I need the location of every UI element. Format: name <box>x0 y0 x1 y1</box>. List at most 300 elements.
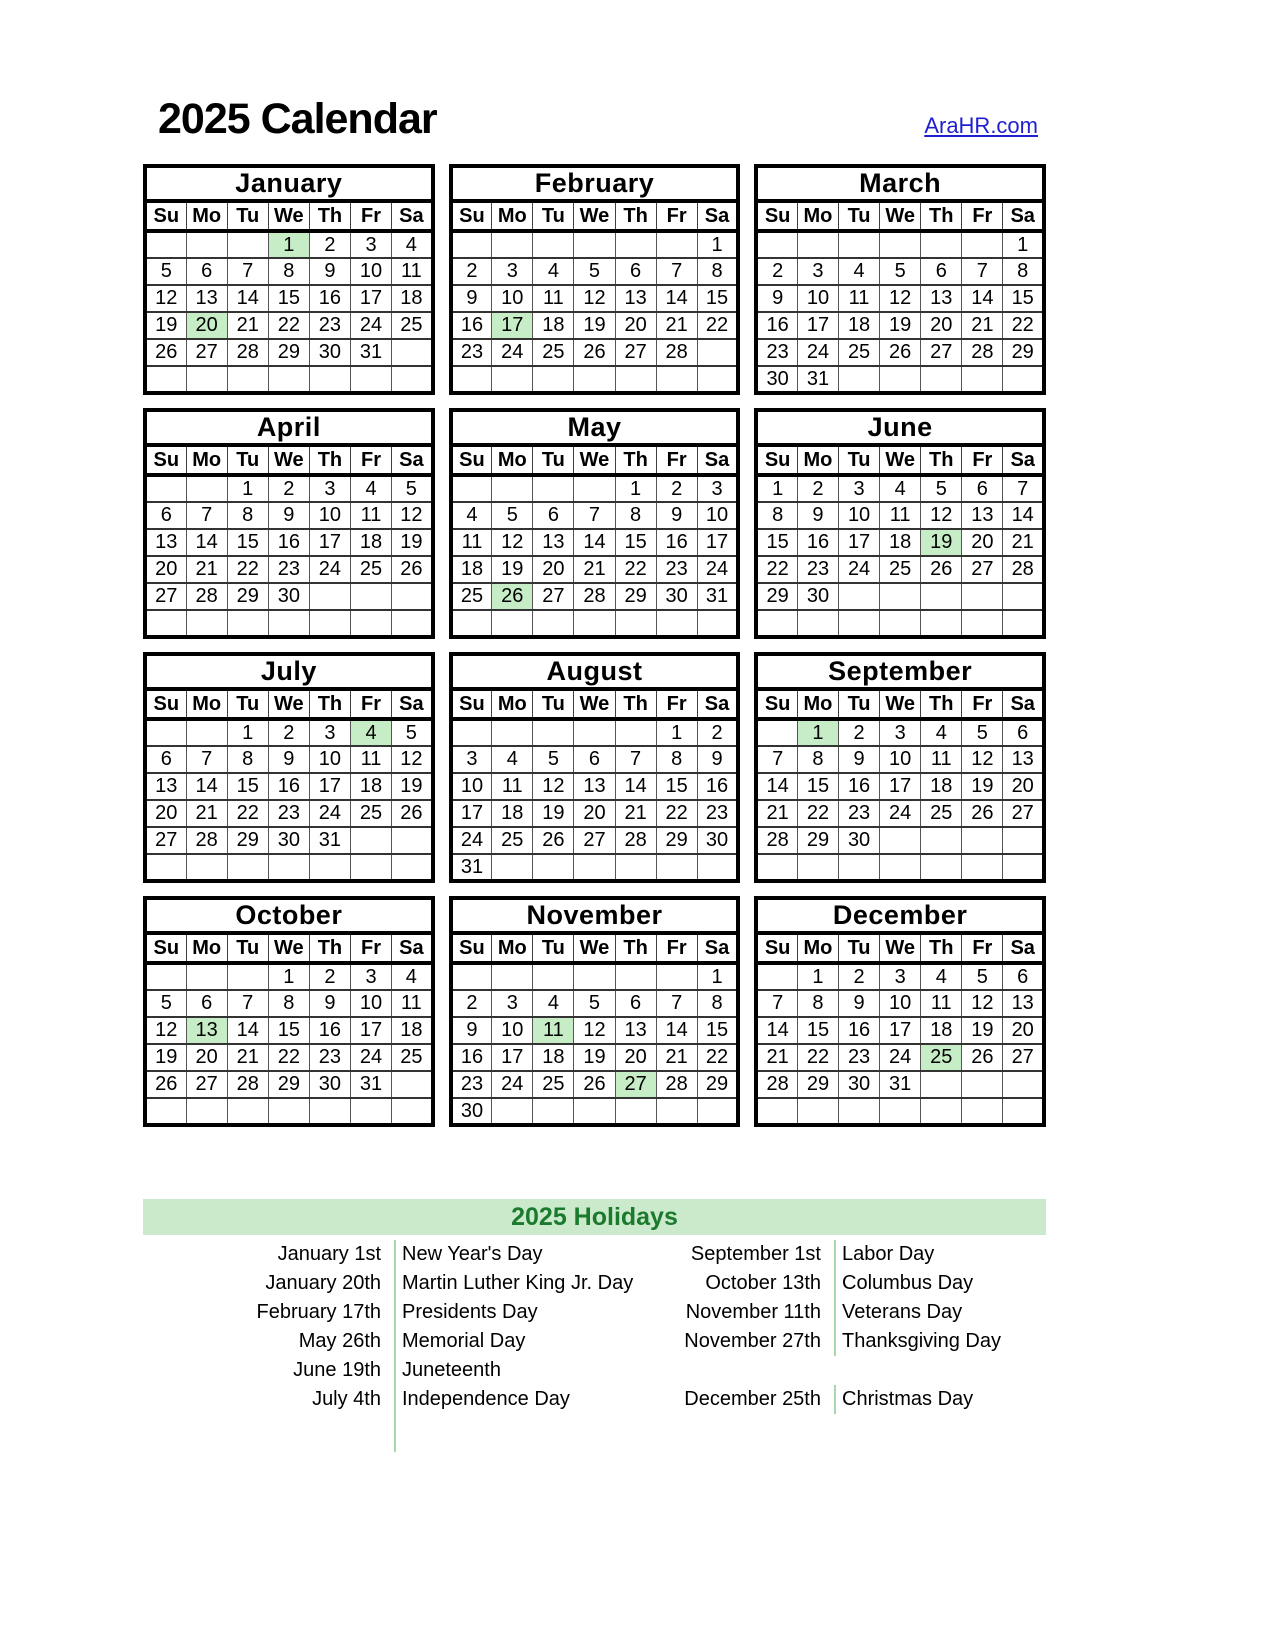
date-cell: 12 <box>574 1017 615 1044</box>
date-cell: 6 <box>1003 963 1044 990</box>
day-header-cell: Sa <box>392 445 433 475</box>
empty-cell <box>835 1414 1046 1452</box>
holiday-date: November 11th <box>685 1301 821 1323</box>
date-cell: 13 <box>145 529 186 556</box>
day-header-cell: Sa <box>697 201 738 231</box>
date-cell: 15 <box>797 773 838 800</box>
day-header-cell: Su <box>756 445 797 475</box>
date-cell: 17 <box>350 1017 391 1044</box>
date-cell: 26 <box>392 556 433 583</box>
date-cell: 25 <box>880 556 921 583</box>
date-cell: 12 <box>962 990 1003 1017</box>
date-cell: 6 <box>186 990 227 1017</box>
date-cell: 17 <box>797 312 838 339</box>
date-cell: 16 <box>756 312 797 339</box>
date-cell: 9 <box>451 285 492 312</box>
date-cell: 21 <box>656 1044 697 1071</box>
week-row <box>451 1044 739 1071</box>
date-cell: 10 <box>350 258 391 285</box>
day-header-cell: We <box>574 445 615 475</box>
day-header-cell: Sa <box>392 689 433 719</box>
date-cell: 22 <box>227 800 268 827</box>
month-body <box>756 963 1044 1125</box>
date-cell: 14 <box>1003 502 1044 529</box>
empty-cell <box>227 1098 268 1125</box>
empty-cell <box>574 719 615 746</box>
date-cell: 19 <box>392 529 433 556</box>
date-cell: 29 <box>797 827 838 854</box>
month-title: December <box>756 898 1044 933</box>
date-cell: 27 <box>615 339 656 366</box>
month-title-row <box>451 654 739 689</box>
day-header-row <box>451 445 739 475</box>
day-header-cell: Su <box>145 445 186 475</box>
page-title: 2025 Calendar <box>158 95 437 143</box>
holidays-banner: 2025 Holidays <box>143 1199 1046 1235</box>
empty-cell <box>309 1098 350 1125</box>
date-cell: 21 <box>186 556 227 583</box>
holiday-date: July 4th <box>312 1388 381 1410</box>
holiday-name: Thanksgiving Day <box>835 1327 1046 1356</box>
date-cell: 16 <box>451 1044 492 1071</box>
empty-cell <box>615 231 656 258</box>
date-cell: 4 <box>392 963 433 990</box>
date-cell: 16 <box>656 529 697 556</box>
day-header-cell: We <box>268 933 309 963</box>
date-cell: 16 <box>268 529 309 556</box>
empty-cell <box>697 339 738 366</box>
date-cell: 15 <box>797 1017 838 1044</box>
date-cell: 29 <box>227 583 268 610</box>
date-cell: 7 <box>186 746 227 773</box>
date-cell: 17 <box>350 285 391 312</box>
date-cell: 27 <box>533 583 574 610</box>
date-cell: 8 <box>656 746 697 773</box>
day-header-cell: Tu <box>533 445 574 475</box>
date-cell: 28 <box>227 339 268 366</box>
week-row <box>756 529 1044 556</box>
date-cell: 16 <box>697 773 738 800</box>
date-cell: 5 <box>962 719 1003 746</box>
day-header-cell: Mo <box>492 445 533 475</box>
empty-cell <box>962 366 1003 393</box>
day-header-cell: Tu <box>227 201 268 231</box>
day-header-row <box>756 933 1044 963</box>
date-cell: 17 <box>880 1017 921 1044</box>
empty-cell <box>1003 1098 1044 1125</box>
date-cell: 30 <box>309 339 350 366</box>
date-cell: 18 <box>392 1017 433 1044</box>
week-row <box>451 827 739 854</box>
empty-cell <box>533 366 574 393</box>
date-cell: 31 <box>350 339 391 366</box>
empty-cell <box>268 366 309 393</box>
day-header-cell: Th <box>921 933 962 963</box>
empty-cell <box>392 854 433 881</box>
date-cell: 25 <box>533 1071 574 1098</box>
date-cell: 5 <box>574 258 615 285</box>
date-cell: 19 <box>574 312 615 339</box>
date-cell: 3 <box>350 231 391 258</box>
date-cell: 27 <box>186 339 227 366</box>
date-cell: 2 <box>697 719 738 746</box>
date-cell: 15 <box>615 529 656 556</box>
day-header-cell: We <box>880 201 921 231</box>
date-cell: 22 <box>697 1044 738 1071</box>
week-row <box>451 1071 739 1098</box>
holiday-name: Martin Luther King Jr. Day <box>395 1269 639 1298</box>
week-row <box>756 556 1044 583</box>
date-cell: 8 <box>268 990 309 1017</box>
date-cell: 15 <box>656 773 697 800</box>
date-cell: 12 <box>392 502 433 529</box>
date-cell: 6 <box>186 258 227 285</box>
holidays-body <box>143 1240 1046 1452</box>
date-cell: 1 <box>797 719 838 746</box>
empty-cell <box>615 719 656 746</box>
date-cell: 1 <box>615 475 656 502</box>
month-body <box>145 963 433 1125</box>
empty-cell <box>309 366 350 393</box>
empty-cell <box>145 1098 186 1125</box>
empty-cell <box>921 366 962 393</box>
day-header-cell: Sa <box>697 689 738 719</box>
empty-cell <box>533 231 574 258</box>
date-cell: 14 <box>656 285 697 312</box>
week-row <box>756 990 1044 1017</box>
empty-cell <box>574 1098 615 1125</box>
month-title-row <box>451 410 739 445</box>
date-cell: 3 <box>492 258 533 285</box>
date-cell: 1 <box>697 963 738 990</box>
empty-cell <box>880 827 921 854</box>
date-cell: 24 <box>797 339 838 366</box>
date-cell: 9 <box>309 990 350 1017</box>
date-cell: 13 <box>574 773 615 800</box>
date-cell: 23 <box>839 1044 880 1071</box>
date-cell: 23 <box>656 556 697 583</box>
empty-cell <box>533 610 574 637</box>
day-header-cell: Su <box>451 201 492 231</box>
day-header-cell: Th <box>921 689 962 719</box>
empty-cell <box>350 610 391 637</box>
date-cell: 29 <box>227 827 268 854</box>
empty-cell <box>797 1098 838 1125</box>
date-cell: 3 <box>451 746 492 773</box>
empty-cell <box>574 231 615 258</box>
date-cell: 21 <box>962 312 1003 339</box>
empty-cell <box>350 583 391 610</box>
holiday-row <box>143 1356 1046 1385</box>
day-header-cell: We <box>574 689 615 719</box>
holiday-row-stub <box>143 1414 1046 1452</box>
date-cell: 28 <box>656 339 697 366</box>
date-cell: 3 <box>797 258 838 285</box>
day-header-cell: Su <box>451 689 492 719</box>
date-cell: 6 <box>533 502 574 529</box>
empty-cell <box>697 366 738 393</box>
week-row <box>145 502 433 529</box>
date-cell: 8 <box>797 990 838 1017</box>
day-header-cell: We <box>268 201 309 231</box>
date-cell: 10 <box>880 746 921 773</box>
month-title-row <box>451 166 739 201</box>
empty-cell <box>880 854 921 881</box>
month-table <box>143 896 435 1127</box>
week-row <box>756 366 1044 393</box>
date-cell: 23 <box>451 1071 492 1098</box>
day-header-cell: Fr <box>350 445 391 475</box>
empty-cell <box>1003 583 1044 610</box>
date-cell: 11 <box>839 285 880 312</box>
date-cell: 10 <box>451 773 492 800</box>
month-title: January <box>145 166 433 201</box>
date-cell: 14 <box>186 773 227 800</box>
day-header-cell: We <box>268 689 309 719</box>
date-cell: 6 <box>962 475 1003 502</box>
date-cell: 2 <box>268 719 309 746</box>
empty-cell <box>656 366 697 393</box>
month-table <box>449 164 741 395</box>
day-header-cell: Mo <box>186 445 227 475</box>
day-header-cell: Th <box>309 689 350 719</box>
holiday-name: Veterans Day <box>835 1298 1046 1327</box>
week-row <box>145 285 433 312</box>
day-header-cell: Sa <box>697 933 738 963</box>
holiday-date: February 17th <box>256 1301 381 1323</box>
date-cell: 21 <box>1003 529 1044 556</box>
month-body <box>145 719 433 881</box>
date-cell: 12 <box>533 773 574 800</box>
date-cell: 2 <box>309 231 350 258</box>
date-cell: 12 <box>145 1017 186 1044</box>
date-cell: 25 <box>921 800 962 827</box>
week-row <box>451 610 739 637</box>
empty-cell <box>143 1414 395 1452</box>
empty-cell <box>921 231 962 258</box>
date-cell: 25 <box>392 312 433 339</box>
date-cell: 3 <box>880 719 921 746</box>
date-cell: 14 <box>227 285 268 312</box>
date-cell: 20 <box>921 312 962 339</box>
holiday-row <box>143 1240 1046 1269</box>
date-cell: 8 <box>756 502 797 529</box>
week-row <box>451 529 739 556</box>
date-cell: 5 <box>392 719 433 746</box>
date-cell: 16 <box>839 773 880 800</box>
day-header-cell: Th <box>615 445 656 475</box>
date-cell: 1 <box>227 475 268 502</box>
month-table <box>143 164 435 395</box>
date-cell: 4 <box>350 475 391 502</box>
date-cell: 24 <box>492 339 533 366</box>
date-cell: 22 <box>656 800 697 827</box>
date-cell: 21 <box>756 1044 797 1071</box>
date-cell: 28 <box>656 1071 697 1098</box>
holiday-date <box>639 1356 835 1385</box>
day-header-row <box>145 933 433 963</box>
date-cell: 2 <box>451 990 492 1017</box>
date-cell: 30 <box>268 583 309 610</box>
month-table <box>754 652 1046 883</box>
date-cell: 24 <box>492 1071 533 1098</box>
week-row <box>451 312 739 339</box>
empty-cell <box>392 827 433 854</box>
date-cell: 8 <box>697 990 738 1017</box>
week-row <box>145 773 433 800</box>
empty-cell <box>839 231 880 258</box>
holiday-name: Christmas Day <box>835 1385 1046 1414</box>
date-cell: 23 <box>797 556 838 583</box>
date-cell: 20 <box>533 556 574 583</box>
month-body <box>756 475 1044 637</box>
day-header-row <box>451 201 739 231</box>
holiday-date: January 1st <box>277 1243 381 1265</box>
date-cell: 14 <box>186 529 227 556</box>
date-cell: 8 <box>1003 258 1044 285</box>
empty-cell <box>797 231 838 258</box>
date-cell: 18 <box>533 1044 574 1071</box>
day-header-cell: Mo <box>492 933 533 963</box>
day-header-cell: Th <box>309 445 350 475</box>
empty-cell <box>392 1098 433 1125</box>
empty-cell <box>533 475 574 502</box>
day-header-cell: Tu <box>533 689 574 719</box>
holiday-name: Memorial Day <box>395 1327 639 1356</box>
day-header-cell: Mo <box>186 689 227 719</box>
date-cell: 28 <box>962 339 1003 366</box>
date-cell: 14 <box>756 1017 797 1044</box>
date-cell: 19 <box>533 800 574 827</box>
week-row <box>756 800 1044 827</box>
site-link[interactable]: AraHR.com <box>924 113 1038 138</box>
week-row <box>756 1071 1044 1098</box>
empty-cell <box>350 366 391 393</box>
week-row <box>145 800 433 827</box>
empty-cell <box>962 1071 1003 1098</box>
date-cell: 30 <box>656 583 697 610</box>
date-cell: 9 <box>268 502 309 529</box>
date-cell: 24 <box>309 556 350 583</box>
date-cell: 8 <box>697 258 738 285</box>
date-cell: 13 <box>615 285 656 312</box>
date-cell: 23 <box>268 800 309 827</box>
empty-cell <box>615 963 656 990</box>
date-cell: 26 <box>921 556 962 583</box>
empty-cell <box>574 854 615 881</box>
date-cell: 8 <box>268 258 309 285</box>
week-row <box>756 719 1044 746</box>
date-cell: 23 <box>268 556 309 583</box>
empty-cell <box>492 719 533 746</box>
empty-cell <box>268 854 309 881</box>
date-cell: 21 <box>656 312 697 339</box>
date-cell: 25 <box>451 583 492 610</box>
week-row <box>451 366 739 393</box>
date-cell: 25 <box>533 339 574 366</box>
date-cell: 4 <box>350 719 391 746</box>
date-cell: 30 <box>451 1098 492 1125</box>
week-row <box>145 854 433 881</box>
date-cell: 26 <box>492 583 533 610</box>
day-header-cell: We <box>574 933 615 963</box>
date-cell: 3 <box>697 475 738 502</box>
empty-cell <box>533 1098 574 1125</box>
empty-cell <box>839 854 880 881</box>
date-cell: 27 <box>145 827 186 854</box>
empty-cell <box>962 583 1003 610</box>
empty-cell <box>615 366 656 393</box>
month-title-row <box>145 898 433 933</box>
week-row <box>145 231 433 258</box>
date-cell: 17 <box>839 529 880 556</box>
holiday-name: Presidents Day <box>395 1298 639 1327</box>
week-row <box>145 610 433 637</box>
date-cell: 21 <box>756 800 797 827</box>
week-row <box>451 773 739 800</box>
empty-cell <box>574 366 615 393</box>
date-cell: 14 <box>615 773 656 800</box>
date-cell: 22 <box>268 312 309 339</box>
day-header-cell: Th <box>309 933 350 963</box>
month-title: September <box>756 654 1044 689</box>
date-cell: 12 <box>145 285 186 312</box>
date-cell: 22 <box>1003 312 1044 339</box>
empty-cell <box>756 1098 797 1125</box>
date-cell: 21 <box>227 312 268 339</box>
date-cell: 14 <box>574 529 615 556</box>
date-cell: 26 <box>574 1071 615 1098</box>
date-cell: 4 <box>880 475 921 502</box>
date-cell: 22 <box>268 1044 309 1071</box>
date-cell: 1 <box>1003 231 1044 258</box>
week-row <box>756 827 1044 854</box>
date-cell: 17 <box>697 529 738 556</box>
date-cell: 31 <box>451 854 492 881</box>
date-cell: 10 <box>492 285 533 312</box>
day-header-cell: Su <box>756 933 797 963</box>
date-cell: 11 <box>921 990 962 1017</box>
date-cell: 24 <box>350 1044 391 1071</box>
empty-cell <box>186 719 227 746</box>
date-cell: 11 <box>350 502 391 529</box>
week-row <box>145 990 433 1017</box>
date-cell: 21 <box>574 556 615 583</box>
date-cell: 10 <box>797 285 838 312</box>
week-row <box>451 963 739 990</box>
week-row <box>145 827 433 854</box>
date-cell: 17 <box>880 773 921 800</box>
week-row <box>756 746 1044 773</box>
date-cell: 14 <box>962 285 1003 312</box>
date-cell: 2 <box>839 963 880 990</box>
empty-cell <box>615 610 656 637</box>
date-cell: 22 <box>756 556 797 583</box>
day-header-cell: Su <box>756 201 797 231</box>
month-title-row <box>756 898 1044 933</box>
week-row <box>451 339 739 366</box>
empty-cell <box>1003 610 1044 637</box>
day-header-row <box>145 689 433 719</box>
day-header-row <box>145 445 433 475</box>
week-row <box>145 583 433 610</box>
empty-cell <box>392 610 433 637</box>
empty-cell <box>186 854 227 881</box>
day-header-cell: We <box>880 933 921 963</box>
date-cell: 27 <box>962 556 1003 583</box>
month-body <box>451 719 739 881</box>
week-row <box>451 1098 739 1125</box>
